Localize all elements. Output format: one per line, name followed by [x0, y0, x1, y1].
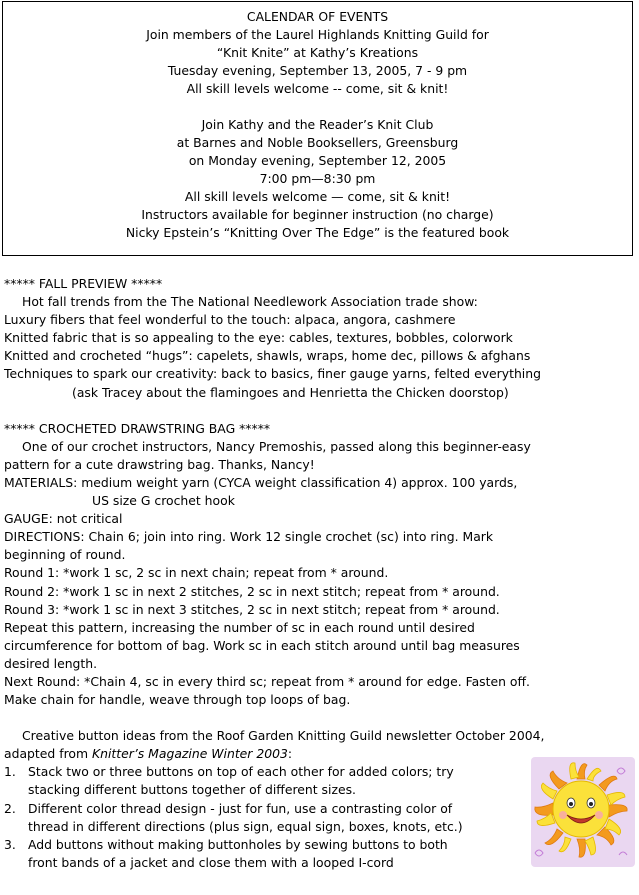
calendar-line: “Knit Knite” at Kathy’s Kreations [216, 45, 419, 60]
bag-round: Round 2: *work 1 sc in next 2 stitches, 2 sc in next stitch; repeat from * around. [4, 583, 500, 599]
bag-heading: ***** CROCHETED DRAWSTRING BAG ***** [4, 420, 271, 436]
list-number: 1. [4, 764, 16, 780]
list-item-text: Add buttons without making buttonholes by sewing buttons to both [28, 836, 448, 852]
list-number: 3. [4, 836, 16, 852]
bag-directions: beginning of round. [4, 547, 126, 563]
calendar-box [2, 1, 633, 256]
fall-trend: Techniques to spark our creativity: back to basics, finer gauge yarns, felted everything [4, 366, 541, 382]
sun-icon [531, 757, 635, 867]
calendar-line: at Barnes and Noble Booksellers, Greensburg [176, 135, 459, 150]
list-item-text: Different color thread design - just for fun, use a contrasting color of [28, 800, 453, 816]
list-item-text: front bands of a jacket and close them with a looped I-cord [28, 854, 394, 870]
fall-note: (ask Tracey about the flamingoes and Henrietta the Chicken doorstop) [72, 384, 509, 400]
calendar-line: Join Kathy and the Reader’s Knit Club [201, 117, 434, 132]
bag-round: Round 3: *work 1 sc in next 3 stitches, 2 sc in next stitch; repeat from * around. [4, 601, 500, 617]
calendar-line: Tuesday evening, September 13, 2005, 7 - 9 pm [167, 63, 468, 78]
buttons-intro: Creative button ideas from the Roof Garden Knitting Guild newsletter October 2004, [22, 728, 545, 744]
bag-intro: One of our crochet instructors, Nancy Premoshis, passed along this beginner-easy [22, 438, 531, 454]
fall-intro: Hot fall trends from the The National Needlework Association trade show: [22, 294, 478, 310]
calendar-line: All skill levels welcome — come, sit & knit! [184, 189, 451, 204]
section-gap [4, 709, 636, 727]
list-item-text: Stack two or three buttons on top of each other for added colors; try [28, 764, 454, 780]
calendar-line: on Monday evening, September 12, 2005 [188, 153, 447, 168]
bag-intro: pattern for a cute drawstring bag. Thanks, Nancy! [4, 456, 315, 472]
calendar-line: CALENDAR OF EVENTS [246, 9, 389, 24]
bag-next-round: Next Round: *Chain 4, sc in every third sc; repeat from * around for edge. Fasten off. [4, 673, 530, 689]
buttons-intro-prefix: adapted from [4, 746, 92, 762]
list-item-text: thread in different directions (plus sign, equal sign, boxes, knots, etc.) [28, 818, 463, 834]
calendar-line: 7:00 pm—8:30 pm [259, 171, 376, 186]
bag-gauge: GAUGE: not critical [4, 511, 123, 527]
bag-directions: DIRECTIONS: Chain 6; join into ring. Work 12 single crochet (sc) into ring. Mark [4, 529, 494, 545]
bag-repeat: circumference for bottom of bag. Work sc in each stitch around until bag measures [4, 637, 520, 653]
section-gap [4, 402, 636, 420]
calendar-line: All skill levels welcome -- come, sit & knit! [186, 81, 449, 96]
bag-next-round: Make chain for handle, weave through top loops of bag. [4, 692, 351, 708]
list-number: 2. [4, 800, 16, 816]
calendar-gap [3, 98, 632, 116]
fall-preview-heading: ***** FALL PREVIEW ***** [4, 276, 163, 291]
bag-round: Round 1: *work 1 sc, 2 sc in next chain; repeat from * around. [4, 565, 389, 581]
sun-clipart [531, 757, 635, 867]
list-item-text: stacking different buttons together of different sizes. [28, 782, 356, 798]
calendar-line: Instructors available for beginner instruction (no charge) [141, 207, 494, 222]
fall-trend: Knitted and crocheted “hugs”: capelets, shawls, wraps, home dec, pillows & afghans [4, 348, 531, 364]
bag-materials: MATERIALS: medium weight yarn (CYCA weight classification 4) approx. 100 yards, [4, 474, 518, 490]
calendar-line: Join members of the Laurel Highlands Knitting Guild for [146, 27, 489, 42]
calendar-line: Nicky Epstein’s “Knitting Over The Edge” is the featured book [125, 225, 510, 240]
fall-trend: Knitted fabric that is so appealing to the eye: cables, textures, bobbles, colorwork [4, 330, 513, 346]
fall-trend: Luxury fibers that feel wonderful to the touch: alpaca, angora, cashmere [4, 312, 456, 328]
bag-materials: US size G crochet hook [92, 493, 235, 509]
bag-repeat: desired length. [4, 655, 98, 671]
bag-repeat: Repeat this pattern, increasing the number of sc in each round until desired [4, 619, 475, 635]
buttons-intro-suffix: : [287, 746, 293, 762]
magazine-title: Knitter’s Magazine Winter 2003 [91, 746, 288, 762]
